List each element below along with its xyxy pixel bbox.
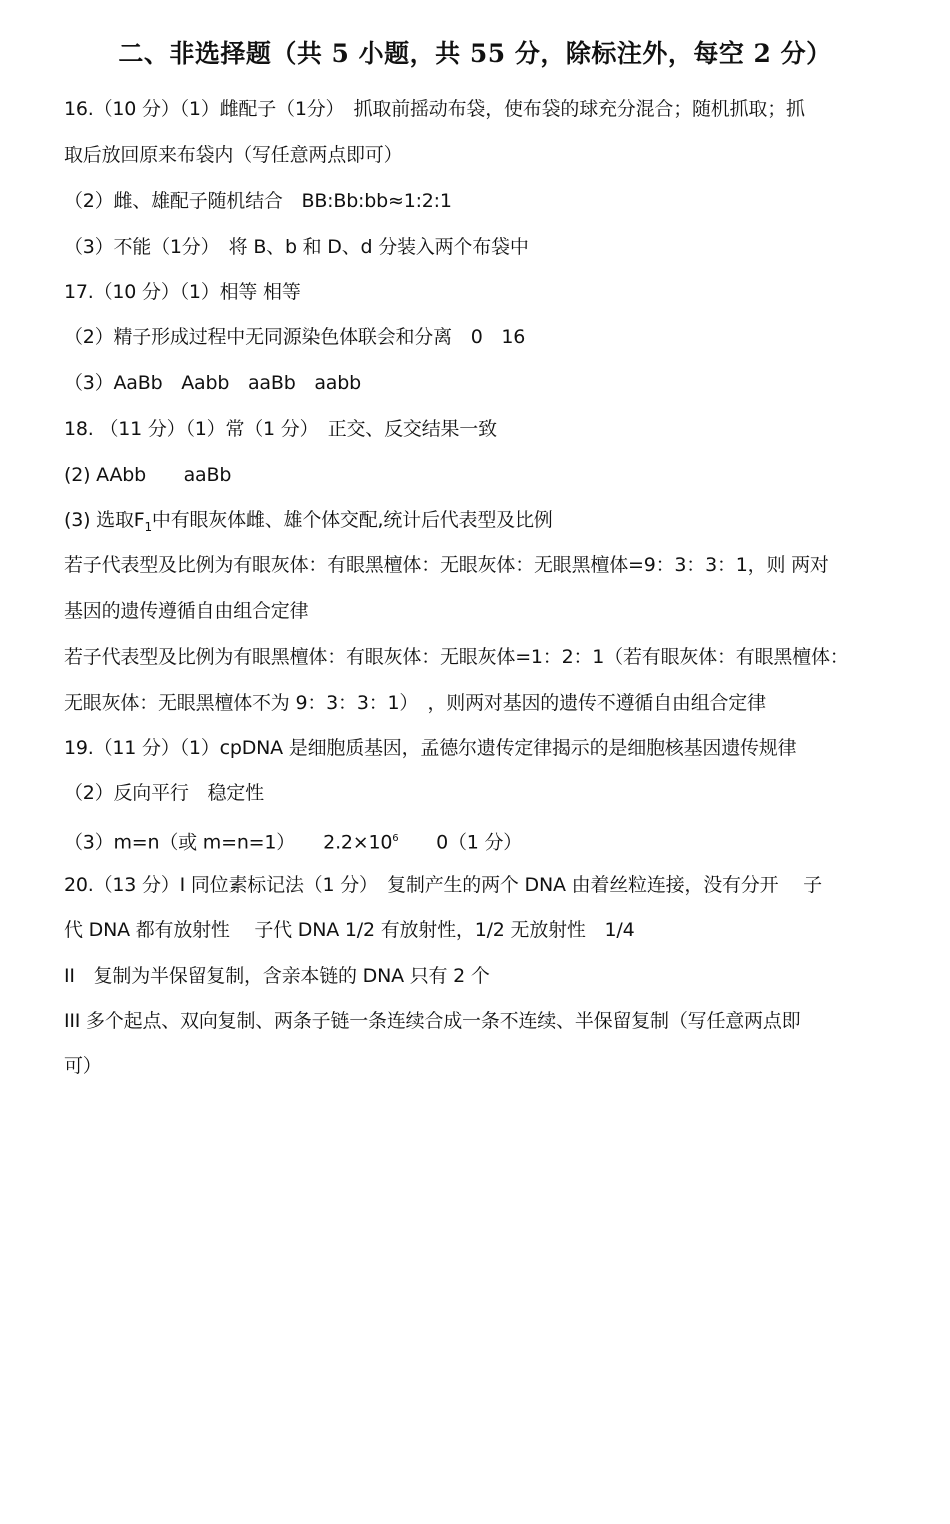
answer-line: 17.（10 分）（1）相等 相等 xyxy=(64,281,301,303)
answer-line: 16.（10 分）（1）雌配子（1分） 抓取前摇动布袋，使布袋的球充分混合；随机抓取；抓 xyxy=(64,98,805,120)
answer-line: （2）反向平行 稳定性 xyxy=(64,782,264,804)
answer-text: (3) 选取F xyxy=(64,509,145,531)
answer-line: 18. （11 分）（1）常（1 分） 正交、反交结果一致 xyxy=(64,418,497,440)
answer-line: 无眼灰体：无眼黑檀体不为 9：3：3：1） ，则两对基因的遗传不遵循自由组合定律 xyxy=(64,692,766,714)
answer-text: 0（1 分） xyxy=(398,831,523,854)
answer-line: （2）精子形成过程中无同源染色体联会和分离 0 16 xyxy=(64,326,526,348)
answer-line: 基因的遗传遵循自由组合定律 xyxy=(64,600,309,622)
answer-line-19-3 xyxy=(64,824,884,857)
answer-line: III 多个起点、双向复制、两条子链一条连续合成一条不连续、半保留复制（写任意两点即 xyxy=(64,1010,801,1032)
answer-line: （3）AaBb Aabb aaBb aabb xyxy=(64,372,361,394)
answer-line: 19.（11 分）（1）cpDNA 是细胞质基因，孟德尔遗传定律揭示的是细胞核基因遗传规律 xyxy=(64,737,797,759)
section-title: 二、非选择题（共 5 小题，共 55 分，除标注外，每空 2 分） xyxy=(118,39,832,68)
answer-line: (2) AAbb aaBb xyxy=(64,464,232,486)
answer-line: （2）雌、雄配子随机结合 BB:Bb:bb≈1:2:1 xyxy=(64,190,452,212)
answer-line: 若子代表型及比例为有眼黑檀体：有眼灰体：无眼灰体=1：2：1（若有眼灰体：有眼黑檀体： xyxy=(64,646,849,668)
answer-line: 取后放回原来布袋内（写任意两点即可） xyxy=(64,144,403,166)
answer-line: （3）不能（1分） 将 B、b 和 D、d 分装入两个布袋中 xyxy=(64,236,529,258)
answer-text: 中有眼灰体雌、雄个体交配,统计后代表型及比例 xyxy=(151,509,553,531)
answer-line: 代 DNA 都有放射性 子代 DNA 1/2 有放射性，1/2 无放射性 1/4 xyxy=(64,919,635,941)
answer-line: 20.（13 分）I 同位素标记法（1 分） 复制产生的两个 DNA 由着丝粒连接，没有分开 子 xyxy=(64,874,822,896)
answer-line-18-3 xyxy=(64,505,884,542)
answer-line: 可） xyxy=(64,1055,102,1077)
superscript: 6 xyxy=(392,833,399,844)
answer-text: （3）m=n（或 m=n=1） 2.2×10 xyxy=(64,831,393,854)
answer-line: 若子代表型及比例为有眼灰体：有眼黑檀体：无眼灰体：无眼黑檀体=9：3：3：1，则 两对 xyxy=(64,554,829,576)
answer-line: II 复制为半保留复制，含亲本链的 DNA 只有 2 个 xyxy=(64,965,490,987)
subscript: 1 xyxy=(144,519,152,534)
